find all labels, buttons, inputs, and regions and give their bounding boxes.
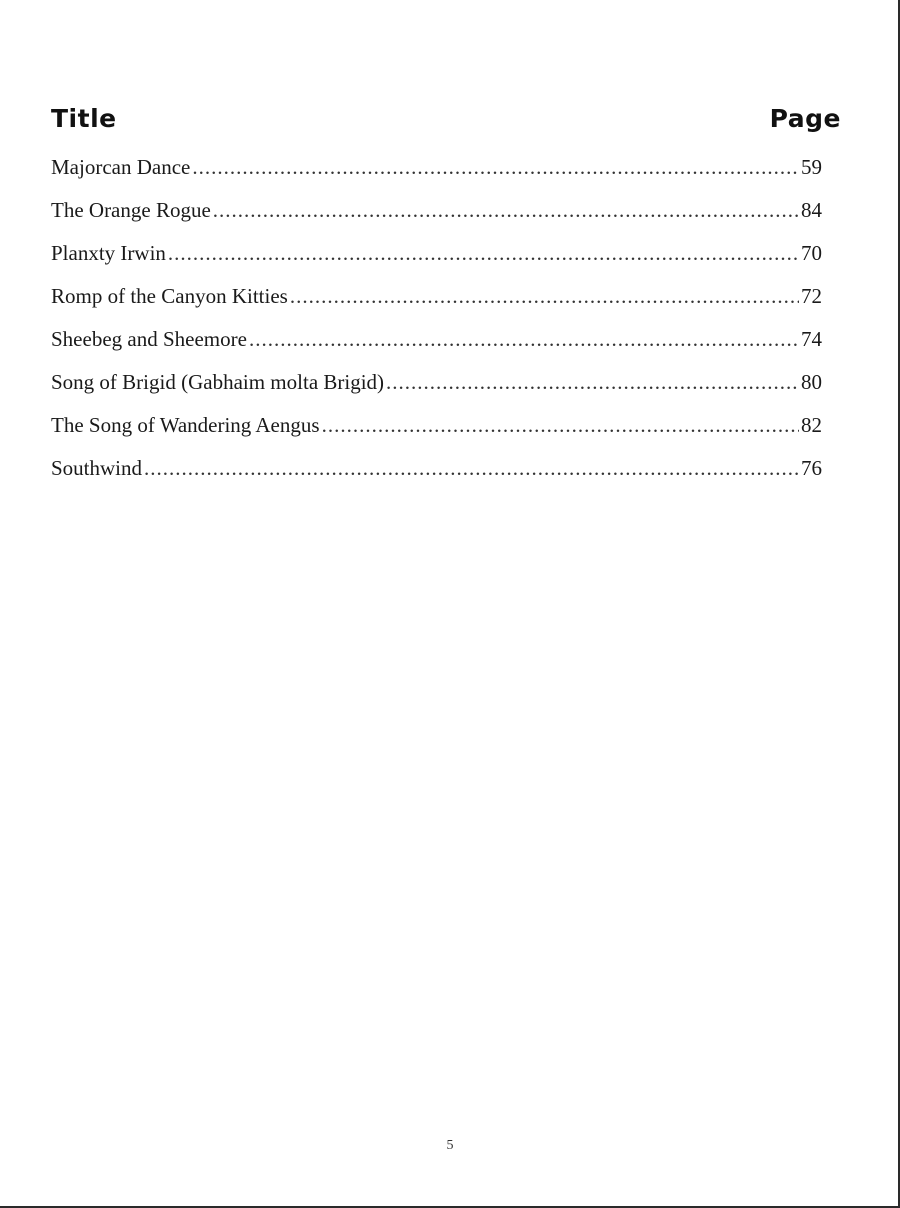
toc-header xyxy=(51,104,841,146)
toc-entry[interactable] xyxy=(51,275,822,318)
toc-entry[interactable] xyxy=(51,189,822,232)
dot-leader xyxy=(192,146,799,189)
entry-title: Romp of the Canyon Kitties xyxy=(51,284,288,308)
entry-page: 72 xyxy=(801,284,822,308)
dot-leader xyxy=(213,189,799,232)
page-column-heading: Page xyxy=(769,104,841,133)
entry-page: 74 xyxy=(801,327,822,351)
toc-entry[interactable] xyxy=(51,232,822,275)
toc-entry[interactable] xyxy=(51,318,822,361)
toc-entry[interactable] xyxy=(51,447,822,490)
dot-leader xyxy=(386,361,799,404)
toc-entry[interactable] xyxy=(51,146,822,189)
toc-list xyxy=(51,146,822,490)
toc-entry[interactable] xyxy=(51,361,822,404)
page-number: 5 xyxy=(446,1138,454,1153)
entry-page: 59 xyxy=(801,155,822,179)
entry-page: 76 xyxy=(801,456,822,480)
entry-page: 82 xyxy=(801,413,822,437)
entry-title: Majorcan Dance xyxy=(51,155,191,179)
dot-leader xyxy=(249,318,799,361)
toc-entry[interactable] xyxy=(51,404,822,447)
entry-title: The Orange Rogue xyxy=(51,198,211,222)
dot-leader xyxy=(168,232,799,275)
table-of-contents xyxy=(51,104,841,490)
entry-page: 84 xyxy=(801,198,822,222)
dot-leader xyxy=(322,404,799,447)
entry-title: Sheebeg and Sheemore xyxy=(51,327,247,351)
entry-title: Song of Brigid (Gabhaim molta Brigid) xyxy=(51,370,385,394)
entry-title: Planxty Irwin xyxy=(51,241,166,265)
entry-title: The Song of Wandering Aengus xyxy=(51,413,320,437)
dot-leader xyxy=(290,275,799,318)
entry-page: 70 xyxy=(801,241,822,265)
title-column-heading: Title xyxy=(51,104,117,133)
dot-leader xyxy=(144,447,799,490)
entry-title: Southwind xyxy=(51,456,143,480)
entry-page: 80 xyxy=(801,370,822,394)
